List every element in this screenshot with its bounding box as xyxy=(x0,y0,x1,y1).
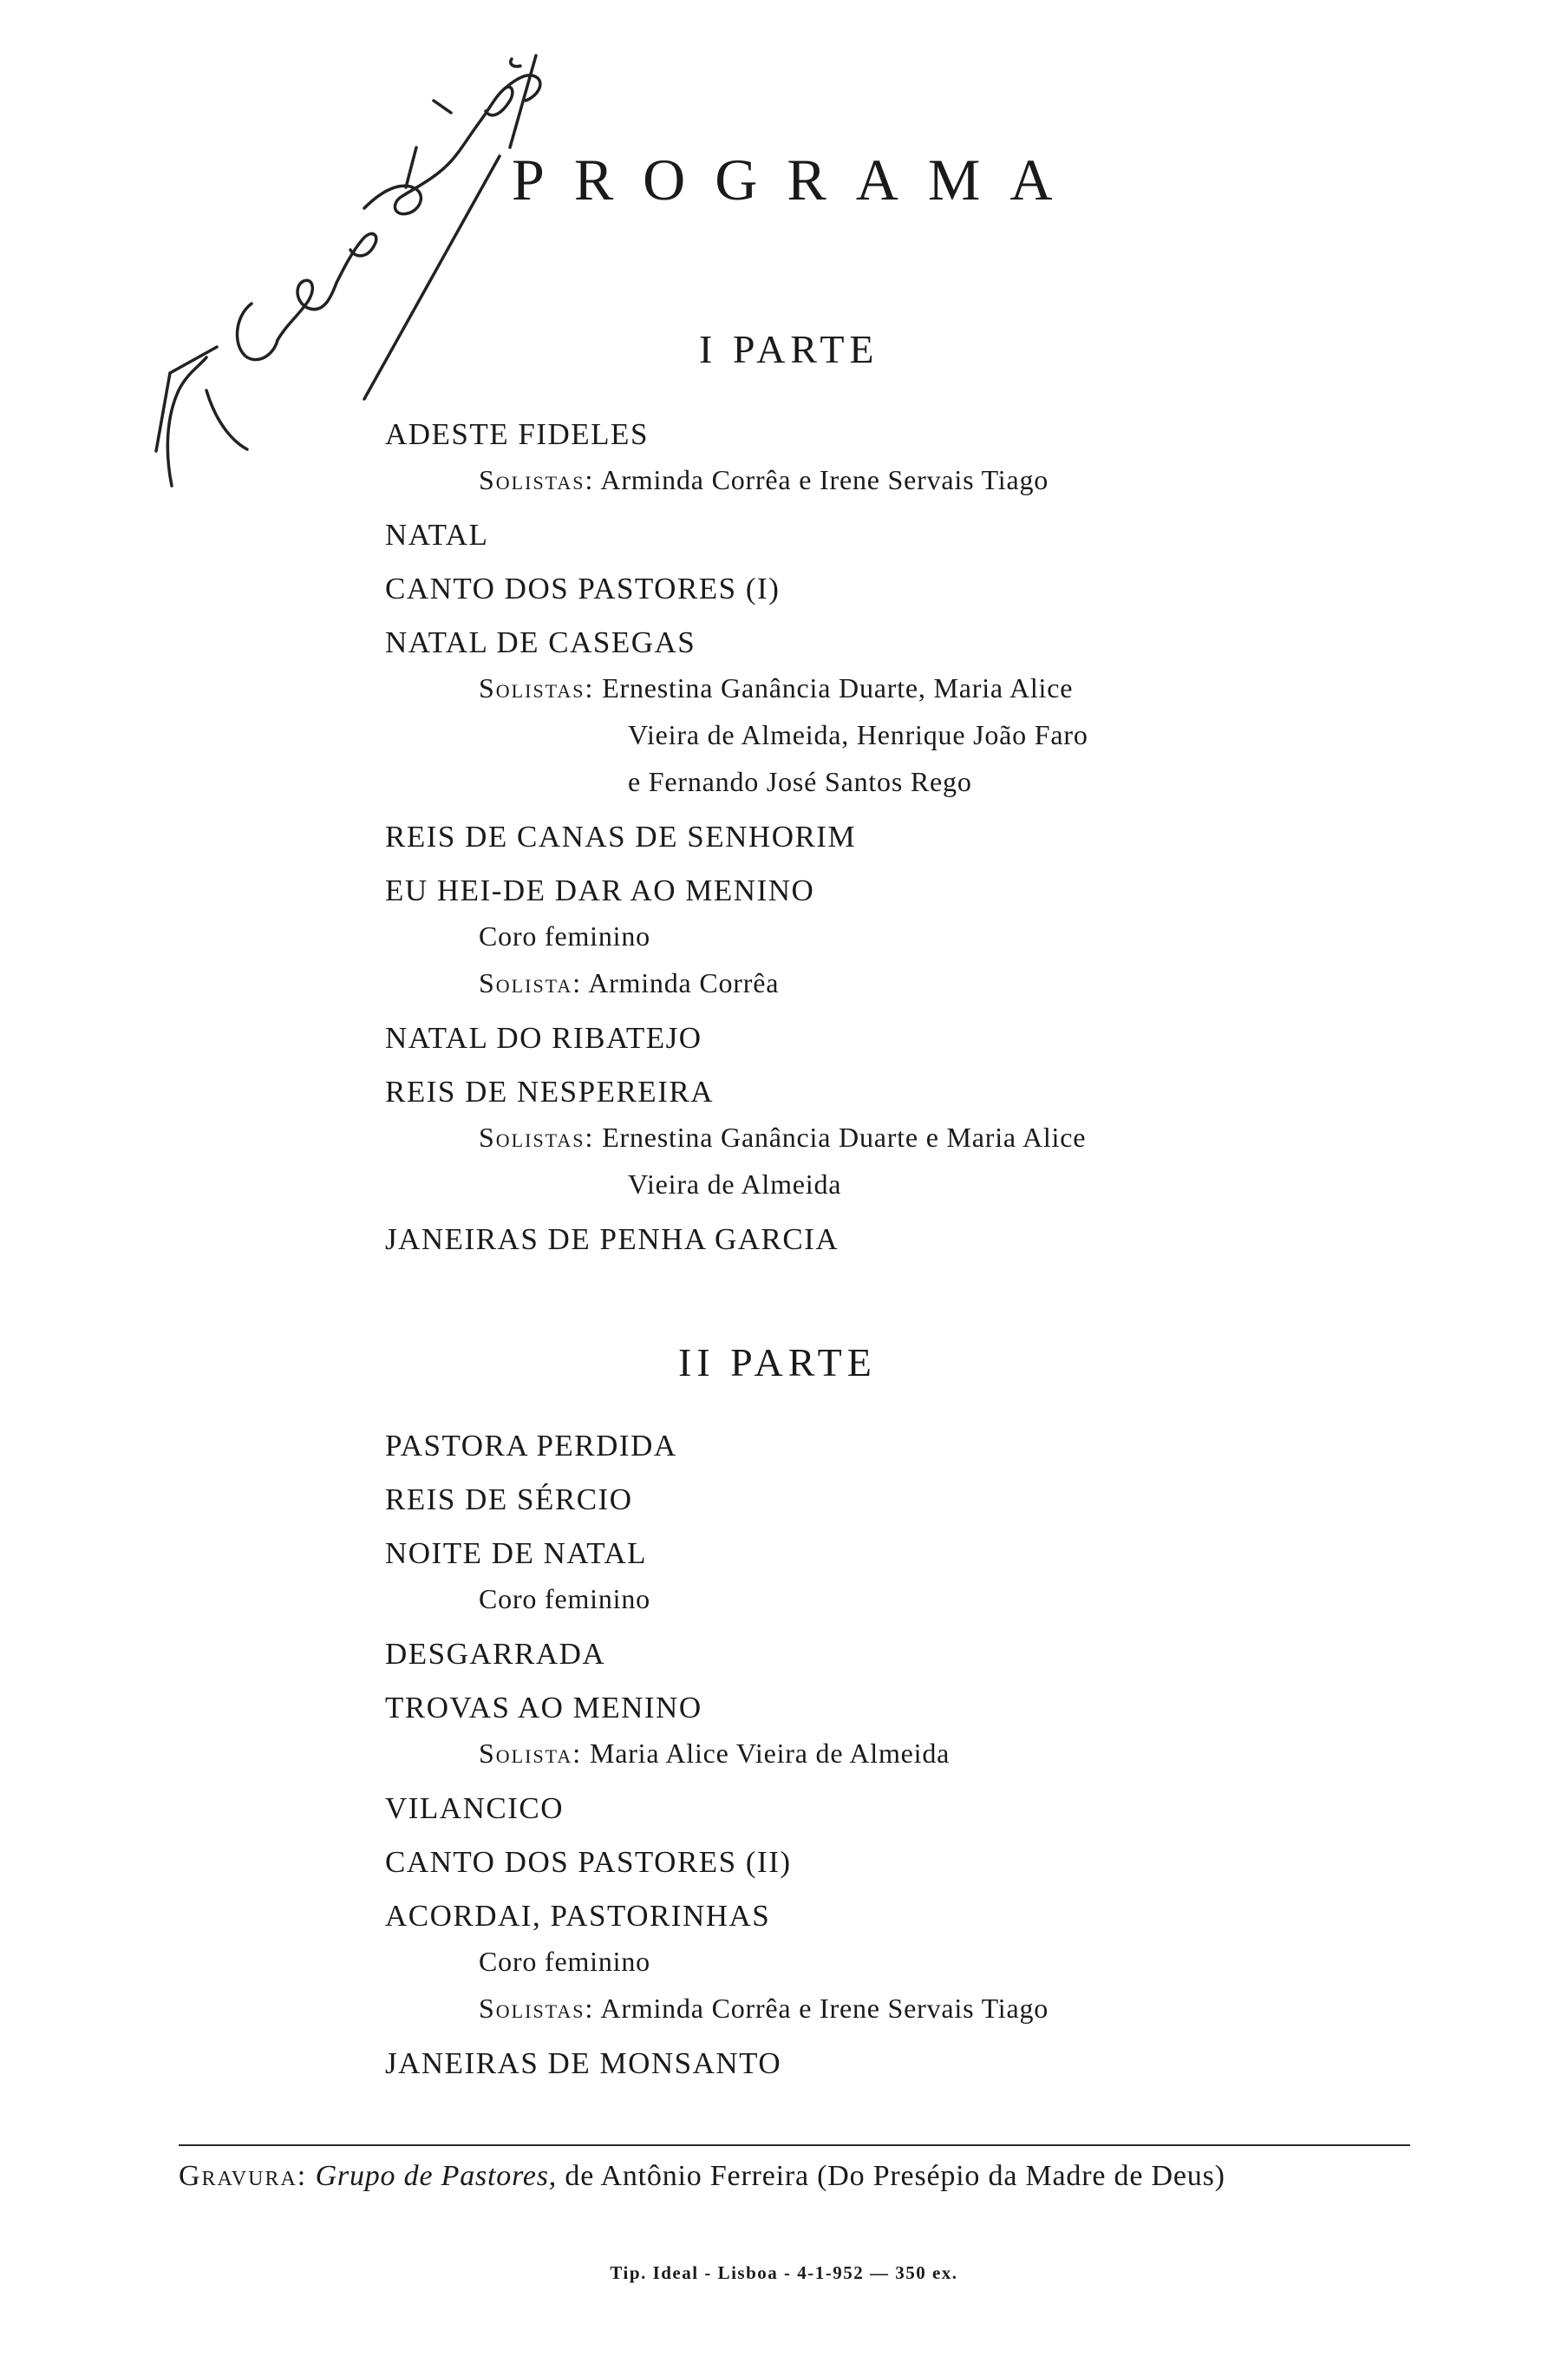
program-item-title: JANEIRAS DE PENHA GARCIA xyxy=(385,1222,840,1256)
program-item xyxy=(385,1688,1049,1777)
program-item xyxy=(385,1426,1049,1466)
engraving-credit-label: Gravura: xyxy=(179,2160,308,2192)
part-two-heading: II PARTE xyxy=(678,1340,877,1384)
detail-text: Coro feminino xyxy=(479,1583,650,1614)
program-item xyxy=(385,1534,1049,1622)
soloist-line xyxy=(385,664,1088,711)
program-item xyxy=(385,623,1088,805)
part-two-program-list xyxy=(385,1426,1049,2097)
detail-text: Arminda Corrêa xyxy=(588,967,780,998)
soloist-label: Solistas: xyxy=(479,464,595,495)
program-item-title: NOITE DE NATAL xyxy=(385,1536,648,1570)
program-item xyxy=(385,569,1088,609)
program-item-title: NATAL DO RIBATEJO xyxy=(385,1021,702,1055)
part-one-heading: I PARTE xyxy=(699,327,879,371)
detail-text: Coro feminino xyxy=(479,920,650,952)
program-item xyxy=(385,871,1088,1006)
program-item-title: NATAL xyxy=(385,518,489,552)
program-item xyxy=(385,1480,1049,1520)
program-item-details xyxy=(385,1938,1049,2032)
program-item-details xyxy=(385,1730,1049,1777)
detail-text: Ernestina Ganância Duarte, Maria Alice xyxy=(602,672,1074,704)
program-item-details xyxy=(385,1114,1088,1207)
program-item-title: ADESTE FIDELES xyxy=(385,417,649,451)
program-item-title: TROVAS AO MENINO xyxy=(385,1691,702,1724)
detail-text: Ernestina Ganância Duarte e Maria Alice xyxy=(602,1122,1087,1153)
footer-divider xyxy=(179,2144,1410,2146)
program-item-title: REIS DE SÉRCIO xyxy=(385,1482,633,1516)
program-item-title: CANTO DOS PASTORES (II) xyxy=(385,1845,792,1879)
program-item xyxy=(385,1220,1088,1260)
detail-text: Arminda Corrêa e Irene Servais Tiago xyxy=(600,1993,1049,2024)
detail-text: Vieira de Almeida xyxy=(628,1168,842,1200)
soloist-label: Solistas: xyxy=(479,672,595,704)
program-item xyxy=(385,515,1088,555)
program-item xyxy=(385,817,1088,857)
program-item xyxy=(385,1842,1049,1882)
program-item-title: JANEIRAS DE MONSANTO xyxy=(385,2046,782,2080)
soloist-line xyxy=(385,959,1088,1006)
program-item-details xyxy=(385,913,1088,1006)
detail-text: Vieira de Almeida, Henrique João Faro xyxy=(628,719,1088,750)
program-item xyxy=(385,2044,1049,2084)
page-title: PROGRAMA xyxy=(512,147,1082,213)
program-item-title: NATAL DE CASEGAS xyxy=(385,625,696,659)
program-item xyxy=(385,1634,1049,1674)
detail-text: Coro feminino xyxy=(479,1946,650,1977)
soloist-line xyxy=(385,1114,1088,1161)
soloist-line xyxy=(385,1985,1049,2032)
program-item-details xyxy=(385,1575,1049,1622)
program-item-details xyxy=(385,456,1088,503)
soloist-line xyxy=(385,1730,1049,1777)
program-item-title: PASTORA PERDIDA xyxy=(385,1429,677,1463)
engraving-credit-text: de Antônio Ferreira (Do Presépio da Madre de Deus) xyxy=(565,2160,1225,2192)
program-item-details xyxy=(385,664,1088,805)
program-item-title: EU HEI-DE DAR AO MENINO xyxy=(385,874,815,907)
printer-imprint: Tip. Ideal - Lisboa - 4-1-952 — 350 ex. xyxy=(610,2262,958,2283)
program-item xyxy=(385,1018,1088,1058)
part-one-program-list xyxy=(385,415,1088,1273)
soloist-line xyxy=(385,456,1088,503)
soloist-label: Solistas: xyxy=(479,1122,595,1153)
program-item-title: REIS DE NESPEREIRA xyxy=(385,1075,714,1109)
program-item-title: VILANCICO xyxy=(385,1791,564,1825)
detail-line xyxy=(385,711,1088,758)
detail-text: Arminda Corrêa e Irene Servais Tiago xyxy=(600,464,1049,495)
program-item-title: REIS DE CANAS DE SENHORIM xyxy=(385,820,857,854)
program-item-title: ACORDAI, PASTORINHAS xyxy=(385,1899,771,1933)
detail-line xyxy=(385,758,1088,805)
detail-text: e Fernando José Santos Rego xyxy=(628,766,972,797)
detail-line xyxy=(385,1161,1088,1207)
detail-line xyxy=(385,1938,1049,1985)
detail-text: Maria Alice Vieira de Almeida xyxy=(589,1738,951,1769)
engraving-credit-work: Grupo de Pastores, xyxy=(315,2160,558,2192)
program-item-title: CANTO DOS PASTORES (I) xyxy=(385,572,781,605)
soloist-label: Solista: xyxy=(479,1738,583,1769)
program-item xyxy=(385,1072,1088,1207)
engraving-credit xyxy=(179,2160,1410,2193)
detail-line xyxy=(385,913,1088,959)
program-item xyxy=(385,1789,1049,1829)
detail-line xyxy=(385,1575,1049,1622)
program-item xyxy=(385,1896,1049,2032)
soloist-label: Solistas: xyxy=(479,1993,595,2024)
program-item-title: DESGARRADA xyxy=(385,1637,606,1671)
soloist-label: Solista: xyxy=(479,967,583,998)
program-item xyxy=(385,415,1088,503)
